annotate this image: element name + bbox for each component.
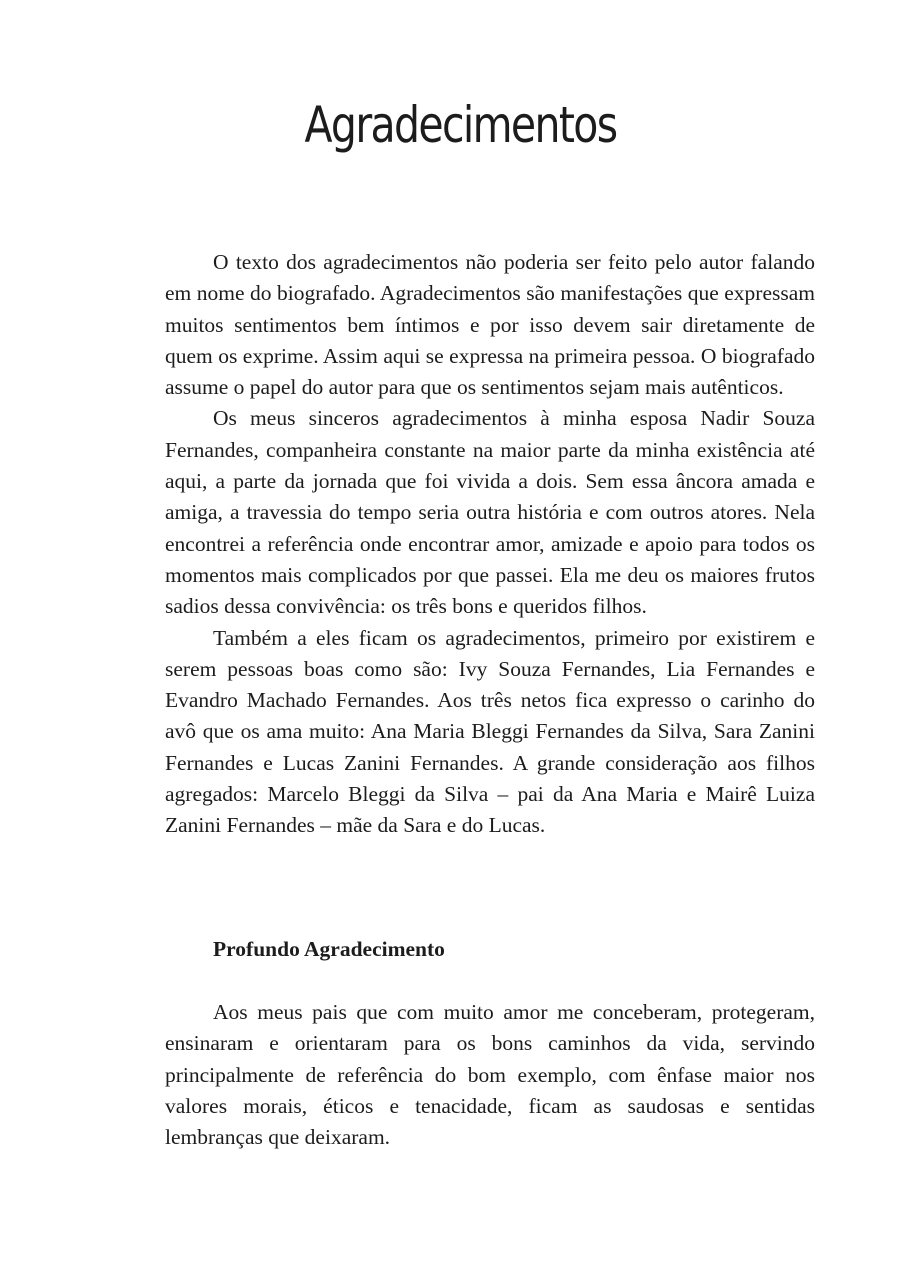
section-heading: Profundo Agradecimento bbox=[213, 937, 445, 961]
paragraph-intro: O texto dos agradecimentos não poderia ser feito pelo autor falando em nome do biografado. Agradecimentos são manifestações que expressam muitos sentimentos bem íntimos e por isso devem sair diretamente de quem os exprime. Assim aqui se expressa na primeira pessoa. O biografado assume o papel do autor para que os sentimentos sejam mais autênticos. bbox=[165, 250, 815, 400]
page-title: Agradecimentos bbox=[304, 96, 617, 154]
acknowledgements-body bbox=[165, 247, 815, 842]
paragraph-parents: Aos meus pais que com muito amor me conceberam, protegeram, ensinaram e orientaram para os bons caminhos da vida, servindo principalmente de referência do bom exemplo, com ênfase maior nos valores morais, éticos e tenacidade, ficam as saudosas e sentidas lembranças que deixaram. bbox=[165, 1000, 815, 1150]
paragraph-family: Também a eles ficam os agradecimentos, primeiro por existirem e serem pessoas boas como são: Ivy Souza Fernandes, Lia Fernandes e Evandro Machado Fernandes. Aos três netos fica expresso o carinho do avô que os ama muito: Ana Maria Bleggi Fernandes da Silva, Sara Zanini Fernandes e Lucas Zanini Fernandes. A grande consideração aos filhos agregados: Marcelo Bleggi da Silva – pai da Ana Maria e Mairê Luiza Zanini Fernandes – mãe da Sara e do Lucas. bbox=[165, 625, 815, 838]
section-body bbox=[165, 997, 815, 1153]
paragraph-wife: Os meus sinceros agradecimentos à minha esposa Nadir Souza Fernandes, companheira constante na maior parte da minha existência até aqui, a parte da jornada que foi vivida a dois. Sem essa âncora amada e amiga, a travessia do tempo seria outra história e com outros atores. Nela encontrei a referência onde encontrar amor, amizade e apoio para todos os momentos mais complicados por que passei. Ela me deu os maiores frutos sadios dessa convivência: os três bons e queridos filhos. bbox=[165, 406, 815, 619]
